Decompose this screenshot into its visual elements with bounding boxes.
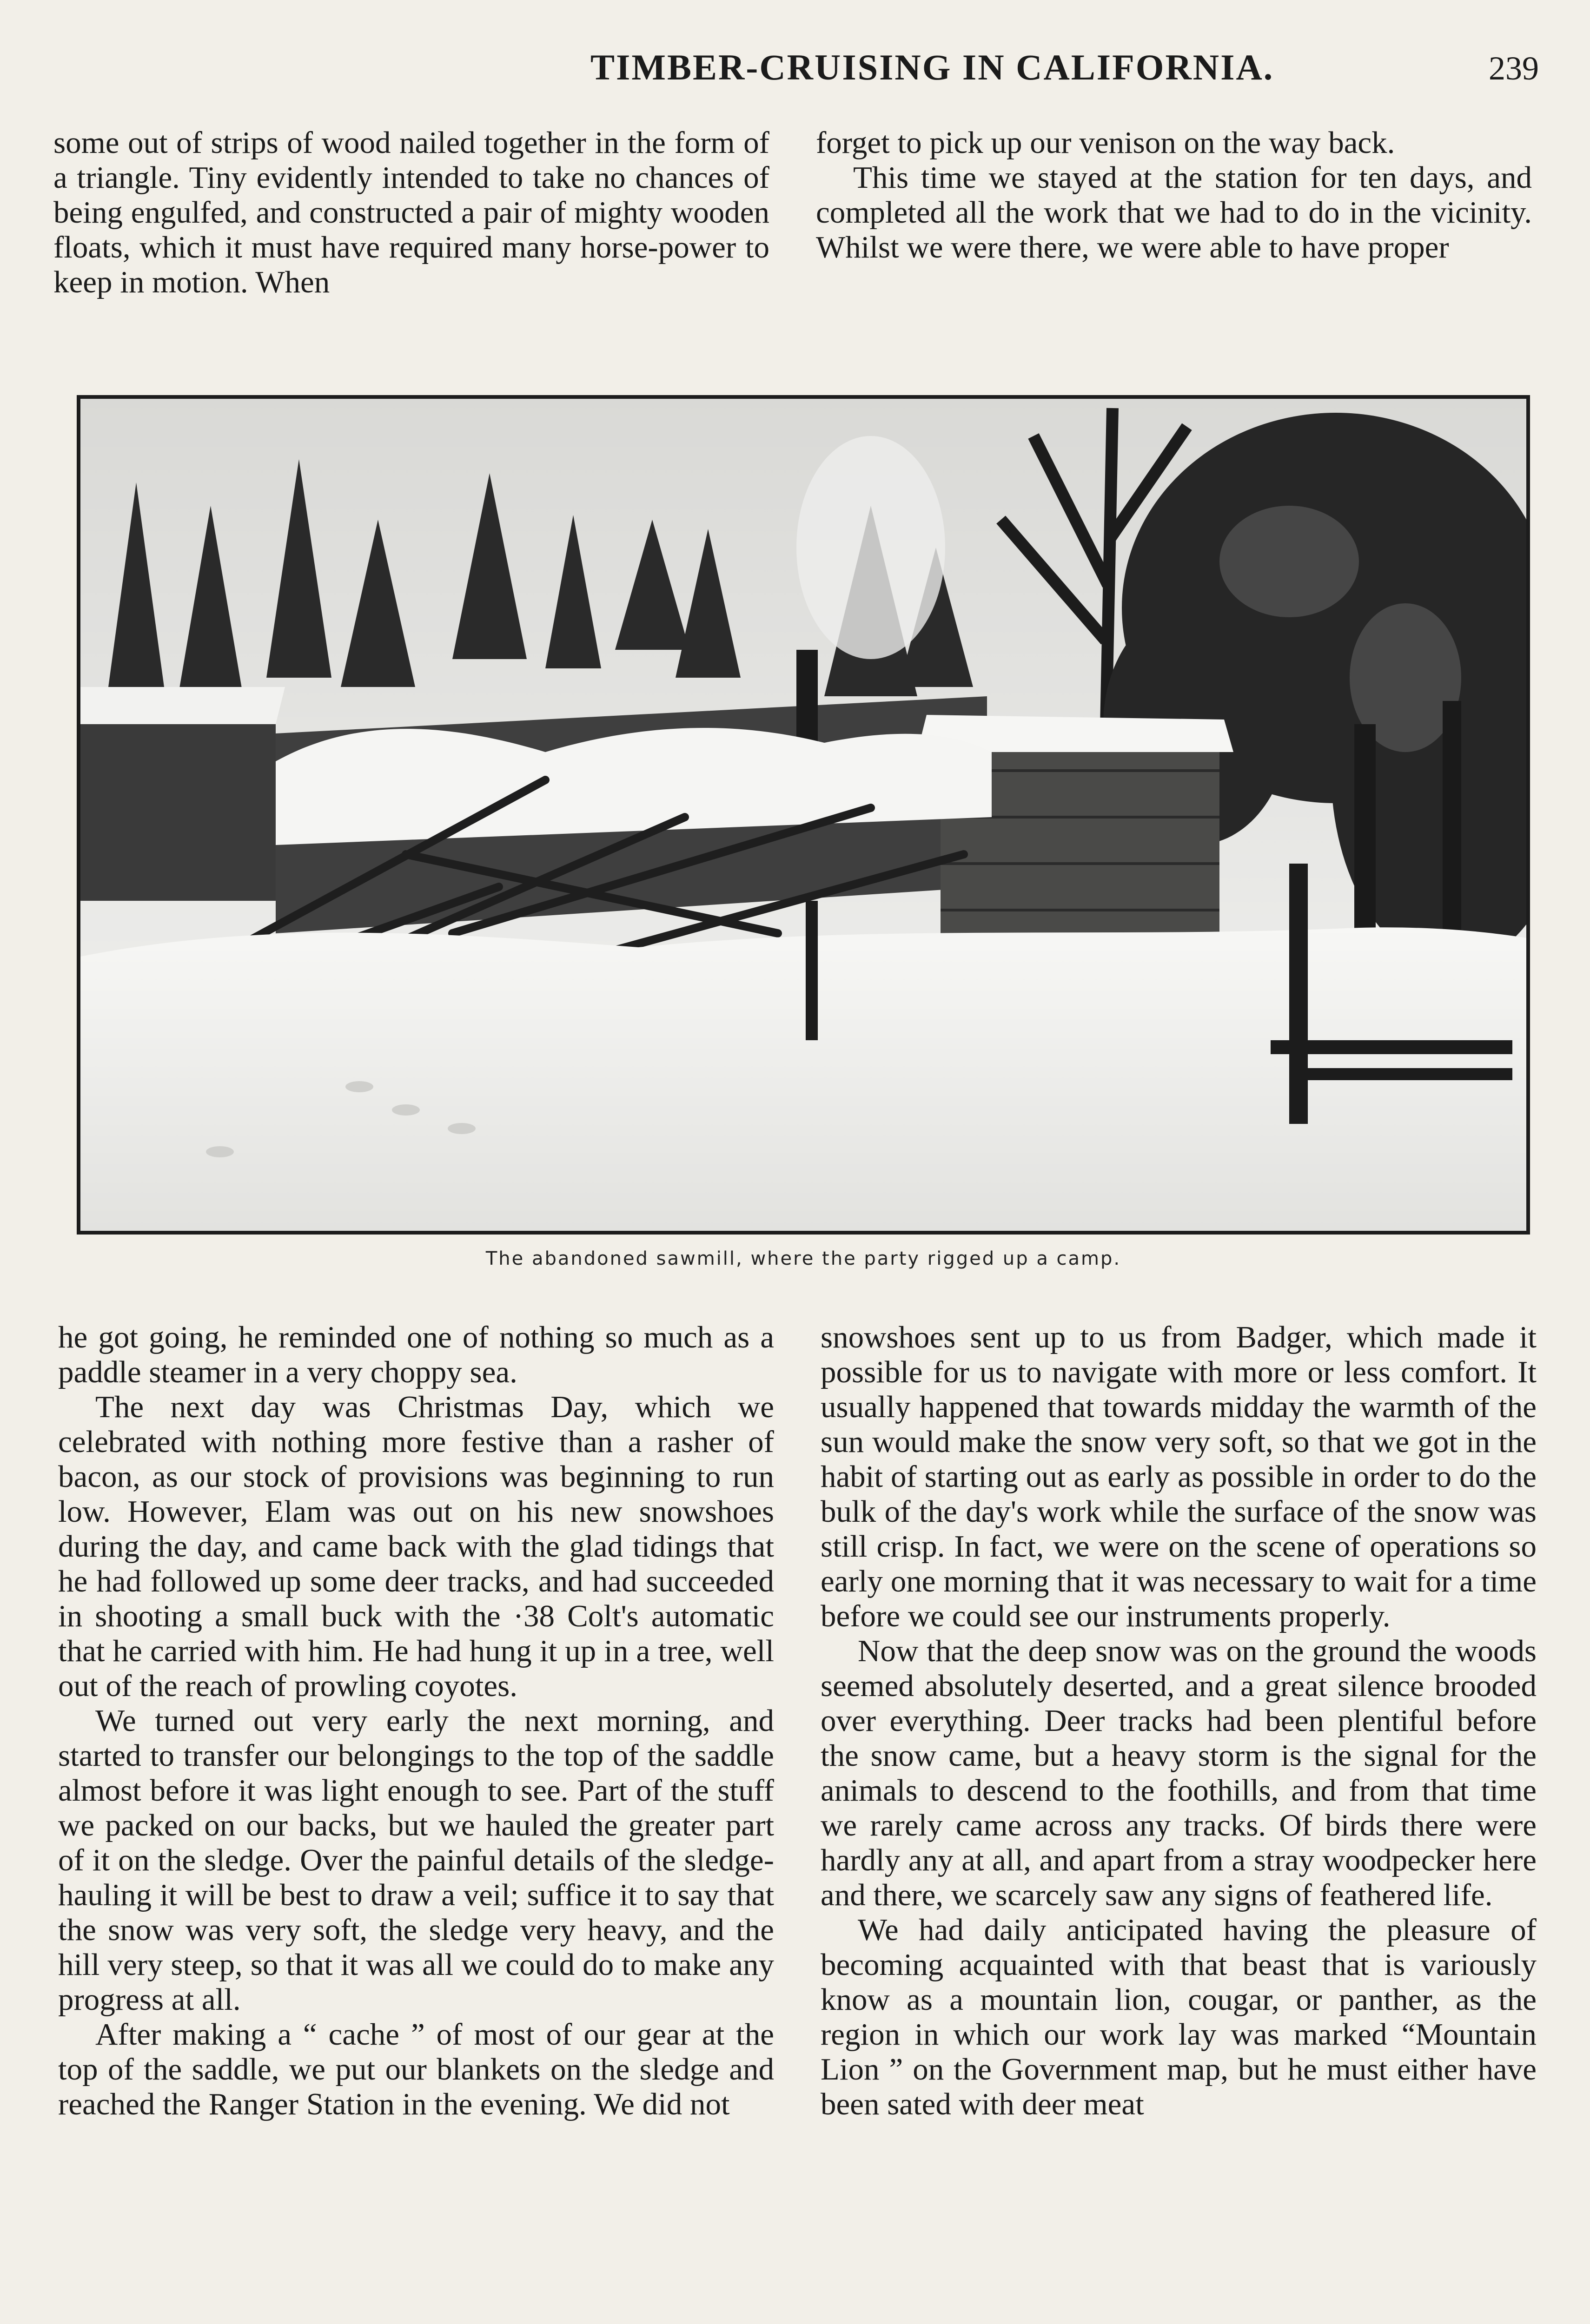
paragraph: he got going, he reminded one of nothing so much as a paddle steamer in a very choppy sea. — [58, 1320, 774, 1389]
column-top-left — [53, 125, 769, 344]
paragraph: Now that the deep snow was on the ground the woods seemed absolutely deserted, and a great silence brooded over everything. Deer tracks had been plentiful before the snow came, but a heavy storm is the signal for the animals to descend to the foothills, and from that time we rarely came across any tracks. Of birds there were hardly any at all, and apart from a stray woodpecker here and there, we scarcely saw any signs of feathered life. — [821, 1634, 1537, 1912]
paragraph: We turned out very early the next morning, and started to transfer our belongings to the top of the saddle almost before it was light enough to see. Part of the stuff we packed on our backs, but we hauled the greater part of it on the sledge. Over the painful details of the sledge-hauling it will be best to draw a veil; suffice it to say that the snow was very soft, the sledge very heavy, and the hill very steep, so that it was all we could do to make any progress at all. — [58, 1703, 774, 2017]
sawmill-photograph — [77, 395, 1530, 1235]
page-number: 239 — [1489, 50, 1539, 87]
paragraph: We had daily anticipated having the pleasure of becoming acquainted with that beast that is variously know as a mountain lion, cougar, or panther, as the region in which our work lay was marked “Mountain Lion ” on the Government map, but he must either have been sated with deer meat — [821, 1913, 1537, 2121]
paragraph: some out of strips of wood nailed together in the form of a triangle. Tiny evidently intended to take no chances of being engulfed, and constructed a pair of mighty wooden floats, which it must have required many horse-power to keep in motion. When — [53, 125, 769, 299]
paragraph: The next day was Christmas Day, which we celebrated with nothing more festive than a rasher of bacon, as our stock of provisions was beginning to run low. However, Elam was out on his new snowshoes during the day, and came back with the glad tidings that he had followed up some deer tracks, and had succeeded in shooting a small buck with the ·38 Colt's automatic that he carried with him. He had hung it up in a tree, well out of the reach of prowling coyotes. — [58, 1390, 774, 1703]
page-header — [590, 42, 1539, 98]
photo-illustration — [80, 399, 1526, 1231]
running-head: TIMBER-CRUISING IN CALIFORNIA. — [590, 47, 1274, 87]
column-bottom-right — [821, 1320, 1537, 2324]
column-top-right — [816, 125, 1532, 344]
paragraph: snowshoes sent up to us from Badger, which made it possible for us to navigate with more or less comfort. It usually happened that towards midday the warmth of the sun would make the snow very soft, so that we got in the habit of starting out as early as possible in order to do the bulk of the day's work while the surface of the snow was still crisp. In fact, we were on the scene of operations so early one morning that it was necessary to wait for a time before we could see our instruments properly. — [821, 1320, 1537, 1633]
figure-caption: The abandoned sawmill, where the party rigged up a camp. — [485, 1248, 1121, 1269]
column-bottom-left — [58, 1320, 774, 2324]
paragraph: This time we stayed at the station for ten days, and completed all the work that we had to do in the vicinity. Whilst we were there, we were able to have proper — [816, 160, 1532, 264]
paragraph: After making a “ cache ” of most of our gear at the top of the saddle, we put our blankets on the sledge and reached the Ranger Station in the evening. We did not — [58, 2017, 774, 2121]
paragraph: forget to pick up our venison on the way back. — [816, 125, 1395, 160]
